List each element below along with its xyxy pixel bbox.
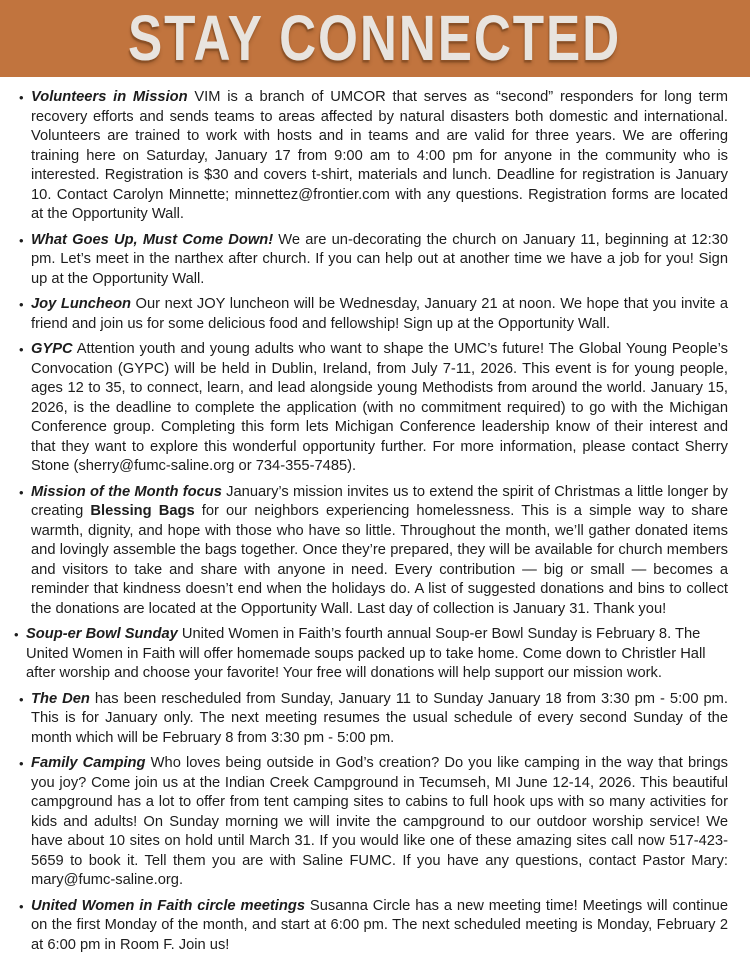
bullet-item-title: Joy Luncheon [31,296,132,312]
bullet-item-text: has been rescheduled from Sunday, January 11 to Sunday January 18 from 3:30 pm - 5:00 pm. This is for January only. The next meeting resumes the usual schedule of every second Sunday of the month which will be February 8 from 3:30 pm - 5:00 pm. [31,690,728,746]
header-banner [0,0,750,77]
bullet-item-title: GYPC [31,341,73,357]
bullet-list [18,88,728,955]
newsletter-body [0,77,750,955]
bullet-item [18,690,728,749]
bullet-item-title: Volunteers in Mission [31,89,188,105]
bullet-item-bold-text: Blessing Bags [90,503,195,519]
page-title: STAY CONNECTED [128,3,622,74]
bullet-item-title: What Goes Up, Must Come Down! [31,231,274,248]
bullet-item-title: United Women in Faith circle meetings [31,897,305,914]
bullet-item-text: for our neighbors experiencing homelessness. This is a simple way to share warmth, dignity, and hope with those who have so little. Throughout the month, we’ll gather donated items and lovingly assemble the bags together. Once they’re prepared, they will be available for church members and visitors to take and share with anyone in need. Every contribution — big or small — becomes a reminder that kindness doesn’t end when the holidays do. A list of suggested donations and bins to collect the donations are located at the Opportunity Wall. Last day of collection is January 31. Thank you! [31,503,728,617]
bullet-item [18,897,728,956]
bullet-item-title: Mission of the Month focus [31,483,222,500]
bullet-item [18,754,728,891]
bullet-item-text: Attention youth and young adults who want to shape the UMC’s future! The Global Young People’s Convocation (GYPC) will be held in Dublin, Ireland, from July 7-11, 2026. This event is for young people, ages 12 to 35, to connect, learn, and lead alongside young Methodists from around the world. January 15, 2026, is the deadline to complete the application (with no commitment required) to go with the Michigan Conference group. Completing this form lets Michigan Conference leadership know of their interest and that they want to explore this wonderful opportunity further. For more information, please contact Sherry Stone (sherry@fumc-saline.org or 734-355-7485). [31,341,728,474]
bullet-item-text: Our next JOY luncheon will be Wednesday, January 21 at noon. We hope that you invite a friend and join us for some delicious food and fellowship! Sign up at the Opportunity Wall. [31,296,728,332]
bullet-item-text: We are un-decorating the church on January 11, beginning at 12:30 pm. Let’s meet in the narthex after church. If you can help out at another time we have a job for you! Sign up at the Opportunity Wall. [31,231,728,287]
bullet-item-title: Soup-er Bowl Sunday [26,626,178,642]
bullet-item-title: Family Camping [31,755,146,771]
bullet-item-text: VIM is a branch of UMCOR that serves as “second” responders for long term recovery efforts and sends teams to areas affected by natural disasters both domestic and international. Volunteers are trained to work with hosts and in teams and are valid for three years. We are offering training here on Saturday, January 17 from 9:00 am to 4:00 pm for anyone in the community who is interested. Registration is $30 and covers t-shirt, materials and lunch. Deadline for registration is January 10. Contact Carolyn Minnette; minnettez@frontier.com with any questions. Registration forms are located at the Opportunity Wall. [31,89,728,222]
bullet-item-title: The Den [31,690,90,707]
bullet-item [18,295,728,334]
bullet-item [18,340,728,477]
bullet-item-text: January’s mission invites us to extend the spirit of Christmas a little longer by creating [31,483,729,519]
bullet-item [18,231,728,290]
bullet-item-text: Who loves being outside in God’s creation? Do you like camping in the way that brings you joy? Come join us at the Indian Creek Campground in Tecumseh, MI June 12-14, 2026. This beautiful campground has a lot to offer from tent camping sites to cabins to full hook ups with so many activities for kids and adults! On Sunday morning we will invite the campground to our outdoor worship service! We have about 10 sites on hold until March 31. If you would like one of these amazing sites call now 517-423-5659 to book it. Tell them you are with Saline FUMC. If you have any questions, contact Pastor Mary: mary@fumc-saline.org. [31,755,728,888]
bullet-item-text: United Women in Faith’s fourth annual Soup-er Bowl Sunday is February 8. The United Women in Faith will offer homemade soups packed up to take home. Come down to Christler Hall after worship and choose your favorite! Your free will donations will help support our mission work. [26,626,706,681]
bullet-item [18,88,728,225]
bullet-item-text: Susanna Circle has a new meeting time! Meetings will continue on the first Monday of the month, and start at 6:00 pm. The next scheduled meeting is Monday, February 2 at 6:00 pm in Room F. Join us! [31,897,728,953]
bullet-item [13,625,728,684]
bullet-item [18,483,728,620]
